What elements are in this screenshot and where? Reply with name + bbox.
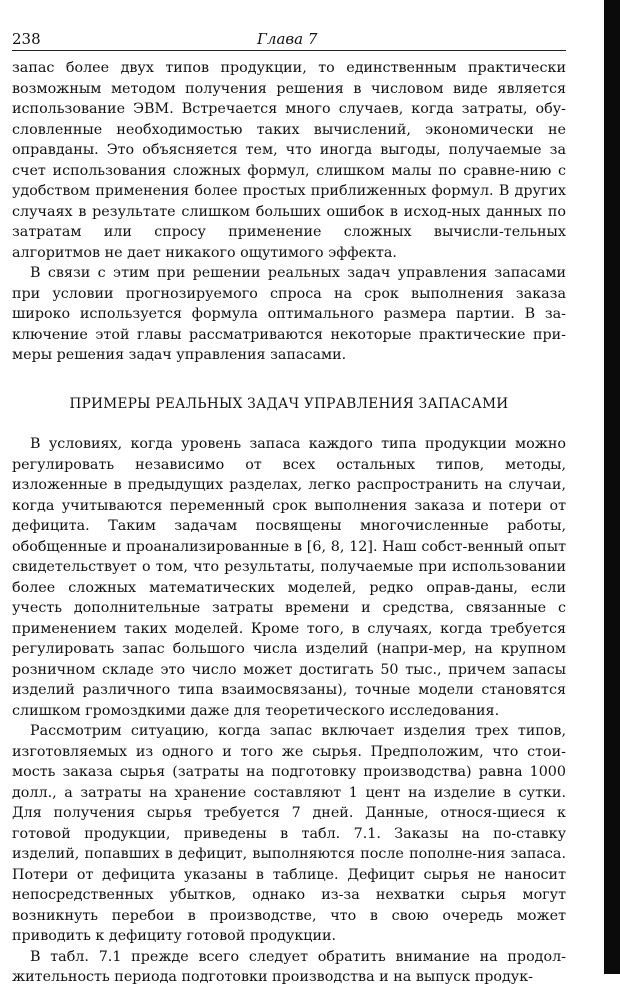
page-number: 238 <box>12 30 41 48</box>
header-rule <box>12 50 566 51</box>
paragraph-2: В связи с этим при решении реальных задач управления запасами при условии прогнозируемого спроса на срок выполнения заказа широко используется формула оптимального размера партии. В за-ключение этой главы рассматриваются некоторые практические при-меры решения задач управления запасами. <box>12 265 566 363</box>
paragraph-4: Рассмотрим ситуацию, когда запас включает изделия трех типов, изготовляемых из одного и того же сырья. Предположим, что стои-мость заказа сырья (затраты на подготовку производства) равна 1000 долл., а затраты на хранение составляют 1 цент на изделие в сутки. Для получения сырья требуется 7 дней. Данные, относя-щиеся к готовой продукции, приведены в табл. 7.1. Заказы на по-ставку изделий, попавших в дефицит, выполняются после пополне-ния запаса. Потери от дефицита указаны в таблице. Дефицит сырья не наносит непосредственных убытков, однако из-за нехватки сырья могут возникнуть перебои в производстве, что в свою очередь может приводить к дефициту готовой продукции. <box>12 723 566 944</box>
page-body <box>12 58 566 988</box>
section-heading: ПРИМЕРЫ РЕАЛЬНЫХ ЗАДАЧ УПРАВЛЕНИЯ ЗАПАСАМИ <box>69 395 509 412</box>
page-header <box>12 20 572 48</box>
paragraph-3: В условиях, когда уровень запаса каждого типа продукции можно регулировать независимо от всех остальных типов, методы, изложенные в предыдущих разделах, легко распространить на случаи, когда учитываются переменный срок выполнения заказа и потери от дефицита. Таким задачам посвящены многочисленные работы, обобщенные и проанализированные в [6, 8, 12]. Наш собст-венный опыт свидетельствует о том, что результаты, получаемые при использовании более сложных математических моделей, редко оправ-даны, если учесть дополнительные затраты времени и средства, связанные с применением таких моделей. Кроме того, в случаях, когда требуется регулировать запас большого числа изделий (напри-мер, на крупном розничном складе это число может достигать 50 тыс., причем запасы изделий различного типа взаимосвязаны), точные модели становятся слишком громоздкими даже для теоретического исследования. <box>12 436 566 719</box>
page-edge-shadow <box>604 0 620 974</box>
paragraph-5: В табл. 7.1 прежде всего следует обратить внимание на продол-жительность периода подготовки производства и на выпуск продук- <box>12 948 566 985</box>
paragraph-continuation: запас более двух типов продукции, то единственным практически возможным методом получения решения в числовом виде является использование ЭВМ. Встречается много случаев, когда затраты, обу-словленные необходимостью таких вычислений, экономически не оправданы. Это объясняется тем, что иногда выгоды, получаемые за счет использования сложных формул, слишком малы по сравне-нию с удобством применения более простых приближенных формул. В других случаях в результате слишком больших ошибок в исход-ных данных по затратам или спросу применение сложных вычисли-тельных алгоритмов не дает никакого ощутимого эффекта. <box>12 60 566 261</box>
running-head: Глава 7 <box>257 30 318 48</box>
